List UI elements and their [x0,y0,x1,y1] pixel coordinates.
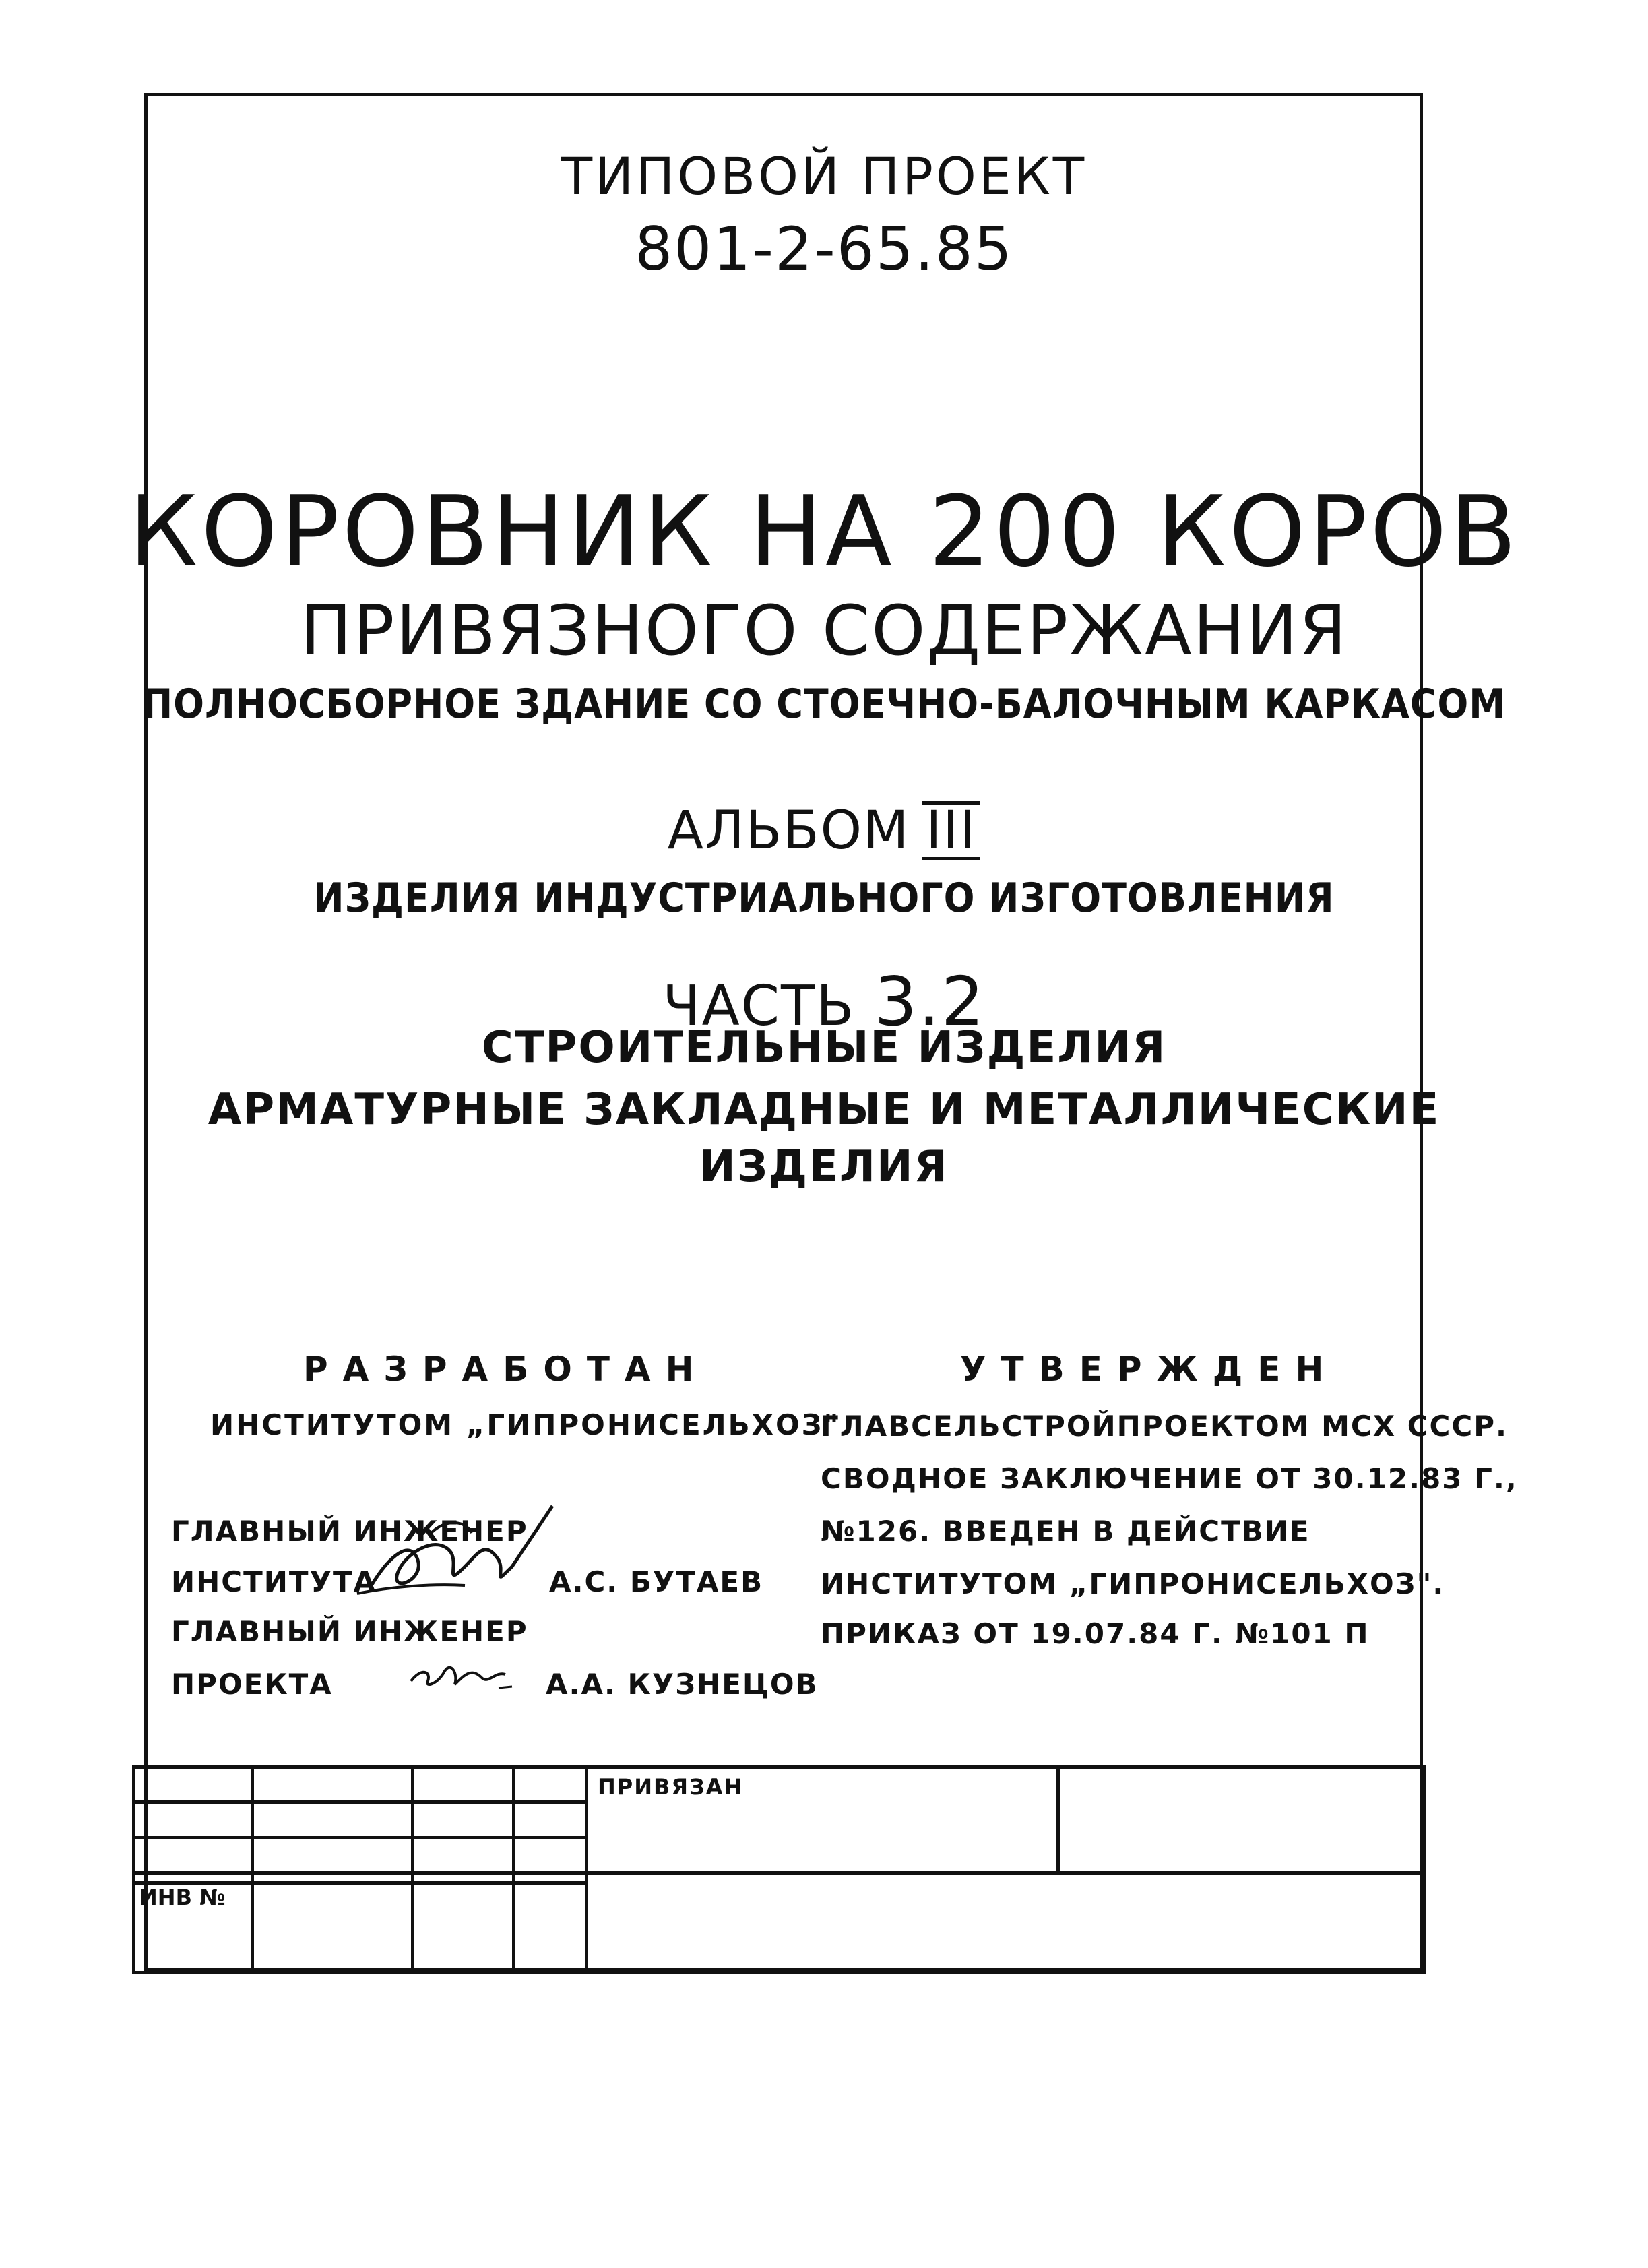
approved-heading: УТВЕРЖДЕН [960,1350,1339,1389]
chief-engineer-project-label: ГЛАВНЫЙ ИНЖЕНЕР [171,1615,528,1648]
title-block-table [132,1765,1426,1974]
approved-line-3: №126. ВВЕДЕН В ДЕЙСТВИЕ [821,1515,1310,1548]
stamp-cell [253,1802,413,1837]
stamp-cell [134,1767,253,1802]
title-subline: ПРИВЯЗНОГО СОДЕРЖАНИЯ [300,591,1348,671]
album-label: АЛЬБОМ [667,800,910,861]
stamp-cell [587,1873,1425,1973]
chief-engineer-institute-label: ГЛАВНЫЙ ИНЖЕНЕР [171,1515,528,1548]
approved-line-5: ПРИКАЗ ОТ 19.07.84 Г. №101 П [821,1617,1370,1650]
stamp-cell [253,1837,413,1872]
project-word: ПРОЕКТА [171,1668,333,1701]
approved-line-1: ГЛАВСЕЛЬСТРОЙПРОЕКТОМ МСХ СССР. [821,1410,1508,1443]
part-line-3: ИЗДЕЛИЯ [699,1142,949,1192]
stamp-cell [514,1873,587,1883]
project-number: 801-2-65.85 [635,214,1013,284]
album-subtitle: ИЗДЕЛИЯ ИНДУСТРИАЛЬНОГО ИЗГОТОВЛЕНИЯ [313,875,1335,922]
part-label: ЧАСТЬ [662,974,856,1038]
album-number: III [922,801,980,860]
stamp-cell [134,1837,253,1872]
institute-engineer-name: А.С. БУТАЕВ [549,1565,764,1598]
stamp-cell [1058,1767,1425,1873]
stamp-cell [514,1883,587,1973]
stamp-cell [253,1873,413,1883]
signature-butaev [350,1492,566,1614]
part-line-1: СТРОИТЕЛЬНЫЕ ИЗДЕЛИЯ [481,1023,1167,1073]
stamp-cell [413,1837,514,1872]
stamp-cell [253,1883,413,1973]
bound-label: ПРИВЯЗАН [587,1767,1058,1873]
project-label: ТИПОВОЙ ПРОЕКТ [561,146,1087,206]
stamp-cell [413,1883,514,1973]
approved-line-2: СВОДНОЕ ЗАКЛЮЧЕНИЕ ОТ 30.12.83 Г., [821,1462,1518,1495]
stamp-cell [514,1802,587,1837]
approved-line-4: ИНСТИТУТОМ „ГИПРОНИСЕЛЬХОЗ". [821,1567,1445,1600]
stamp-cell [413,1873,514,1883]
developed-by: ИНСТИТУТОМ „ГИПРОНИСЕЛЬХОЗ" [210,1408,841,1441]
stamp-cell [514,1837,587,1872]
stamp-cell [413,1802,514,1837]
project-engineer-name: А.А. КУЗНЕЦОВ [546,1668,819,1701]
developed-heading: РАЗРАБОТАН [303,1350,709,1389]
album-heading [0,800,1648,861]
stamp-cell [134,1873,253,1883]
stamp-cell [134,1802,253,1837]
stamp-cell [253,1767,413,1802]
part-number: 3.2 [874,962,986,1041]
inventory-label: ИНВ № [134,1883,253,1973]
institute-word: ИНСТИТУТА [171,1565,377,1598]
stamp-cell [413,1767,514,1802]
signature-kuznetsov [404,1647,519,1701]
stamp-cell [514,1767,587,1802]
title-description: ПОЛНОСБОРНОЕ ЗДАНИЕ СО СТОЕЧНО-БАЛОЧНЫМ КАРКАСОМ [141,681,1506,728]
part-line-2: АРМАТУРНЫЕ ЗАКЛАДНЫЕ И МЕТАЛЛИЧЕСКИЕ [208,1085,1440,1135]
main-title: КОРОВНИК НА 200 КОРОВ [129,475,1519,589]
